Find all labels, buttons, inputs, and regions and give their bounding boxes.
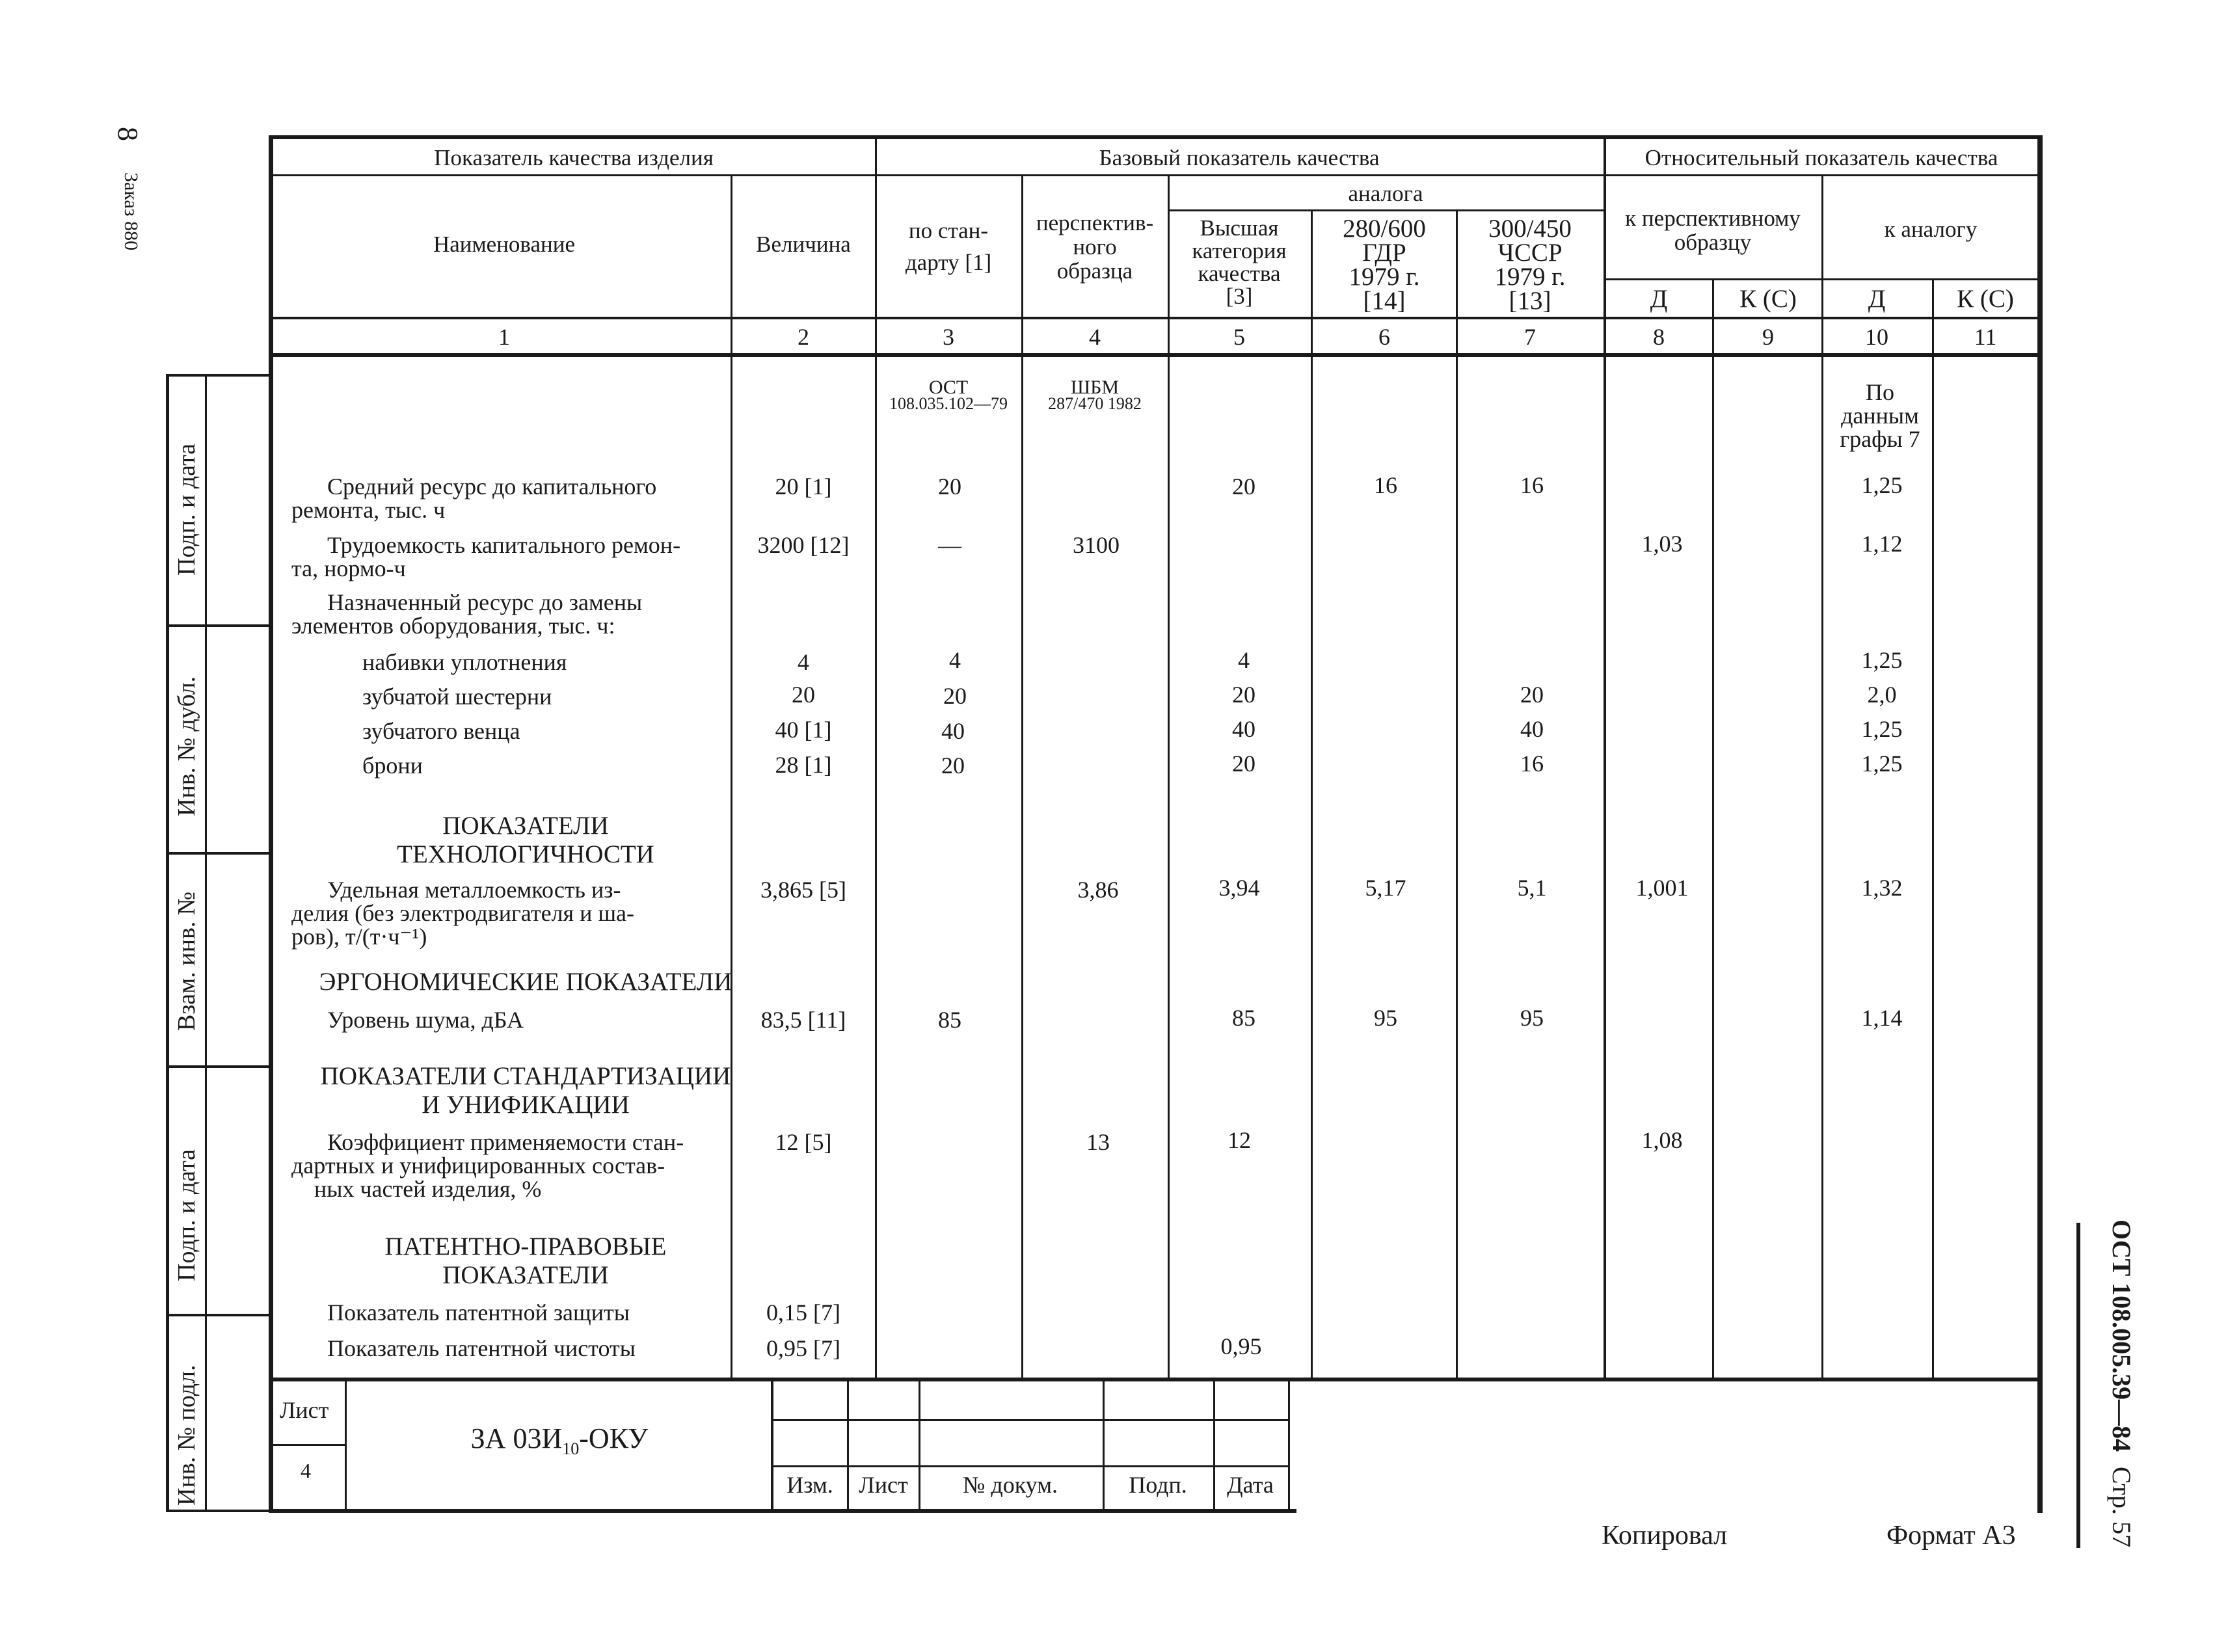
ref-standard: ОСТ 108.035.102—79: [889, 377, 1008, 413]
row-name: Средний ресурс до капитального ремонта, тыс. ч: [291, 473, 657, 523]
row-name: Показатель патентной чистоты: [327, 1335, 636, 1361]
row-name: набивки уплотнения: [362, 649, 567, 675]
row-value: 83,5 [11]: [760, 1007, 846, 1033]
cell-c3: 40: [941, 718, 965, 744]
cell-c7: 16: [1520, 751, 1544, 777]
col-number: 6: [1378, 324, 1390, 350]
row-value: 20: [792, 682, 815, 708]
footer-format: Формат А3: [1886, 1521, 2016, 1551]
col-number: 11: [1974, 324, 1997, 350]
col-number: 10: [1865, 324, 1888, 350]
cell-c5: 3,94: [1218, 875, 1260, 901]
cell-c6: 16: [1374, 472, 1397, 498]
header-gdr: 280/600 ГДР 1979 г. [14]: [1343, 215, 1426, 315]
section-heading: ПОКАЗАТЕЛИ СТАНДАРТИЗАЦИИ И УНИФИКАЦИИ: [320, 1062, 731, 1119]
header-highest-category: Высшая категория качества [3]: [1192, 215, 1287, 309]
stamp-sign-date-2: Подп. и дата: [173, 1149, 200, 1281]
row-name: Уровень шума, дБА: [327, 1007, 524, 1033]
col-list: Лист: [859, 1472, 908, 1498]
row-name: Коэффициент применяемости стан- дартных и унифицированных состав- ных частей изделия, %: [291, 1129, 684, 1202]
row-value: 40 [1]: [775, 717, 832, 743]
cell-c7: 16: [1520, 472, 1544, 498]
col-number: 4: [1089, 324, 1101, 350]
header-indicator-group: Показатель качества изделия: [434, 145, 714, 170]
row-value: 3,865 [5]: [760, 877, 846, 903]
cell-c5: 40: [1232, 716, 1255, 742]
cell-c7: 40: [1520, 716, 1544, 742]
header-cssr: 300/450 ЧССР 1979 г. [13]: [1488, 215, 1572, 315]
cell-c5: 20: [1232, 473, 1255, 500]
cell-c7: 5,1: [1517, 875, 1547, 901]
cell-c8: 1,03: [1641, 531, 1683, 557]
section-heading: ПАТЕНТНО-ПРАВОВЫЕ ПОКАЗАТЕЛИ: [384, 1232, 667, 1289]
row-value: 20 [1]: [775, 473, 832, 500]
cell-c4: 13: [1086, 1129, 1110, 1155]
cell-c4: 3100: [1073, 532, 1120, 558]
cell-c5: 12: [1228, 1127, 1251, 1153]
sheet-number: 4: [301, 1459, 311, 1482]
cell-c10: 1,14: [1861, 1005, 1903, 1031]
stamp-replace-inv: Взам. инв. №: [173, 891, 200, 1031]
stamp-sign-date-1: Подп. и дата: [173, 443, 200, 576]
cell-c3: 85: [938, 1007, 961, 1033]
row-value: 12 [5]: [775, 1129, 832, 1155]
col-number: 1: [498, 324, 510, 350]
row-name: зубчатой шестерни: [362, 684, 552, 710]
header-by-standard: по стан- дарту [1]: [905, 218, 992, 275]
section-heading: ПОКАЗАТЕЛИ ТЕХНОЛОГИЧНОСТИ: [397, 812, 654, 868]
cell-c3: —: [938, 532, 961, 558]
cell-c5: 20: [1232, 751, 1255, 777]
header-base-group: Базовый показатель качества: [1099, 145, 1380, 170]
stamp-dup-inv: Инв. № дубл.: [173, 676, 200, 816]
cell-c3: 20: [943, 683, 967, 709]
row-value: 0,15 [7]: [766, 1299, 840, 1326]
header-relative-group: Относительный показатель качества: [1644, 145, 1998, 170]
sheet-label: Лист: [280, 1397, 329, 1423]
cell-c10: 2,0: [1867, 682, 1897, 708]
header-to-analog: к аналогу: [1884, 217, 1978, 242]
cell-c3: 4: [949, 647, 961, 673]
cell-c4: 3,86: [1077, 877, 1119, 903]
header-ks-perspective: К (С): [1739, 285, 1797, 313]
col-sign: Подп.: [1129, 1472, 1187, 1498]
cell-c3: 20: [941, 753, 965, 779]
cell-c10: 1,12: [1861, 531, 1903, 557]
header-perspective: перспектив- ного образца: [1036, 210, 1154, 284]
page-reference: Стр. 57: [2107, 1467, 2136, 1548]
cell-c10: 1,25: [1861, 716, 1903, 742]
header-value: Величина: [756, 232, 851, 257]
row-value: 4: [798, 649, 809, 675]
cell-c8: 1,08: [1641, 1127, 1683, 1153]
row-value: 28 [1]: [775, 752, 832, 778]
cell-c5: 85: [1232, 1005, 1255, 1031]
cell-c8: 1,001: [1635, 875, 1689, 901]
order-number-mark: Заказ 880: [120, 172, 142, 251]
cell-c10: 1,25: [1861, 751, 1903, 777]
standard-designation: ОСТ 108.005.39—84: [2107, 1219, 2136, 1452]
cell-c7: 95: [1520, 1005, 1544, 1031]
row-name: Удельная металлоемкость из- делия (без электродвигателя и ша- ров), т/(т·ч⁻¹): [291, 877, 635, 950]
row-value: 0,95 [7]: [766, 1335, 840, 1361]
col-number: 3: [943, 324, 954, 350]
row-name: Трудоемкость капитального ремон- та, нормо-ч: [291, 532, 681, 581]
col-doc-no: № докум.: [963, 1472, 1058, 1498]
cell-c10: 1,25: [1861, 472, 1903, 498]
row-name: брони: [362, 753, 423, 779]
ref-column-10: По данным графы 7: [1840, 379, 1920, 452]
stamp-orig-inv: Инв. № подл.: [173, 1365, 200, 1506]
section-heading: ЭРГОНОМИЧЕСКИЕ ПОКАЗАТЕЛИ: [319, 968, 732, 996]
cell-c7: 20: [1520, 682, 1544, 708]
row-name: Назначенный ресурс до замены элементов оборудования, тыс. ч:: [291, 589, 643, 639]
header-d-perspective: Д: [1650, 285, 1668, 313]
col-number: 2: [798, 324, 809, 350]
cell-c6: 95: [1374, 1005, 1397, 1031]
cell-c10: 1,25: [1861, 647, 1903, 673]
col-number: 7: [1524, 324, 1536, 350]
col-izm: Изм.: [786, 1472, 833, 1498]
cell-c3: 20: [938, 473, 961, 500]
row-value: 3200 [12]: [757, 532, 850, 558]
header-ks-analog: К (С): [1957, 285, 2014, 313]
header-d-analog: Д: [1868, 285, 1886, 313]
col-date: Дата: [1227, 1472, 1274, 1498]
row-name: Показатель патентной защиты: [327, 1299, 630, 1326]
cell-c6: 5,17: [1365, 875, 1406, 901]
row-name: зубчатого венца: [362, 718, 520, 744]
col-number: 8: [1653, 324, 1665, 350]
cell-c5: 4: [1238, 647, 1250, 673]
col-number: 5: [1233, 324, 1245, 350]
col-number: 9: [1762, 324, 1774, 350]
document-designation: ЗА $03И_{10}$-ОКУ: [470, 1422, 649, 1458]
header-name: Наименование: [433, 232, 576, 257]
ref-perspective: ШБМ 287/470 1982: [1048, 377, 1142, 413]
header-analog: аналога: [1348, 181, 1423, 206]
cell-c5: 20: [1232, 682, 1255, 708]
cell-c5: 0,95: [1220, 1333, 1262, 1359]
page-number-mark: 8: [112, 127, 144, 141]
footer-copied: Копировал: [1602, 1521, 1728, 1551]
cell-c10: 1,32: [1861, 875, 1903, 901]
header-to-perspective: к перспективному образцу: [1625, 206, 1801, 255]
